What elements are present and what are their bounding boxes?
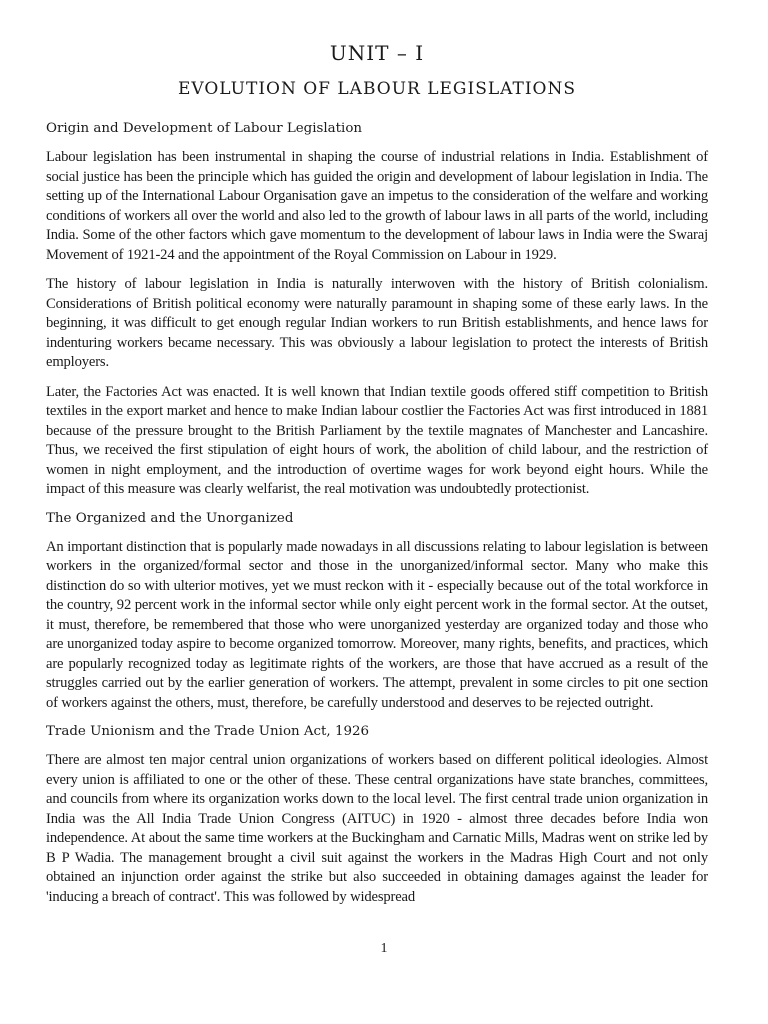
section-heading-origin: Origin and Development of Labour Legislation xyxy=(46,121,363,136)
paragraph: An important distinction that is popularly made nowadays in all discussions relating to labour legislation is between workers in the organized/formal sector and those in the unorganized/informal sector. Many who make this distinction do so with ulterior motives, yet we must reckon with it - especially because out of the total workforce in the country, 92 percent work in the informal sector while only eight percent work in the formal sector. At the outset, it must, therefore, be remembered that those who were unorganized yesterday are organized today and those who are unorganized today aspire to become organized tomorrow. Moreover, many rights, benefits, and practices, which are popularly recognized today as legitimate rights of the workers, are those that have accrued as a result of the struggles carried out by the earlier generation of workers. The attempt, prevalent in some circles to pit one section of workers against the others, must, therefore, be carefully understood and deserves to be rejected outright. xyxy=(46,538,708,711)
unit-label: UNIT – I xyxy=(329,41,425,65)
paragraph: There are almost ten major central union organizations of workers based on different political ideologies. Almost every union is affiliated to one or the other of these. These central organizations have state branches, committees, and councils from where its organization works down to the local level. The first central trade union organization in India was the All India Trade Union Congress (AITUC) in 1920 - almost three decades before India won independence. At about the same time workers at the Buckingham and Carnatic Mills, Madras went on strike led by B P Wadia. The management brought a civil suit against the workers in the Madras High Court and not only obtained an injunction order against the strike but also succeeded in obtaining damages against the leader for 'inducing a breach of contract'. This was followed by widespread xyxy=(46,752,708,905)
paragraph: The history of labour legislation in India is naturally interwoven with the history of British colonialism. Considerations of British political economy were naturally paramount in shaping some of these early laws. In the beginning, it was difficult to get enough regular Indian workers to run British establishments, and hence laws for indenturing workers became necessary. This was obviously a labour legislation to protect the interests of British employers. xyxy=(46,276,708,370)
paragraph: Later, the Factories Act was enacted. It is well known that Indian textile goods offered stiff competition to British textiles in the export market and hence to make Indian labour costlier the Factories Act was first introduced in 1881 because of the pressure brought to the British Parliament by the textile magnates of Manchester and Lancashire. Thus, we received the first stipulation of eight hours of work, the abolition of child labour, and the restriction of women in night employment, and the introduction of overtime wages for work beyond eight hours. While the impact of this measure was clearly welfarist, the real motivation was undoubtedly protectionist. xyxy=(46,383,708,497)
chapter-title: EVOLUTION OF LABOUR LEGISLATIONS xyxy=(177,79,577,99)
section-heading-organized: The Organized and the Unorganized xyxy=(46,510,294,526)
document-page xyxy=(46,40,708,907)
page-number: 1 xyxy=(380,941,388,956)
paragraph: Labour legislation has been instrumental in shaping the course of industrial relations in India. Establishment of social justice has been the principle which has guided the origin and development of labour legislation in India. The setting up of the International Labour Organisation gave an impetus to the consideration of the welfare and working conditions of workers all over the world and also led to the growth of labour laws in all parts of the world, including India. Some of the other factors which gave momentum to the development of labour laws in India were the Swaraj Movement of 1921-24 and the appointment of the Royal Commission on Labour in 1929. xyxy=(46,149,708,263)
section-heading-trade-union: Trade Unionism and the Trade Union Act, 1926 xyxy=(46,724,370,739)
